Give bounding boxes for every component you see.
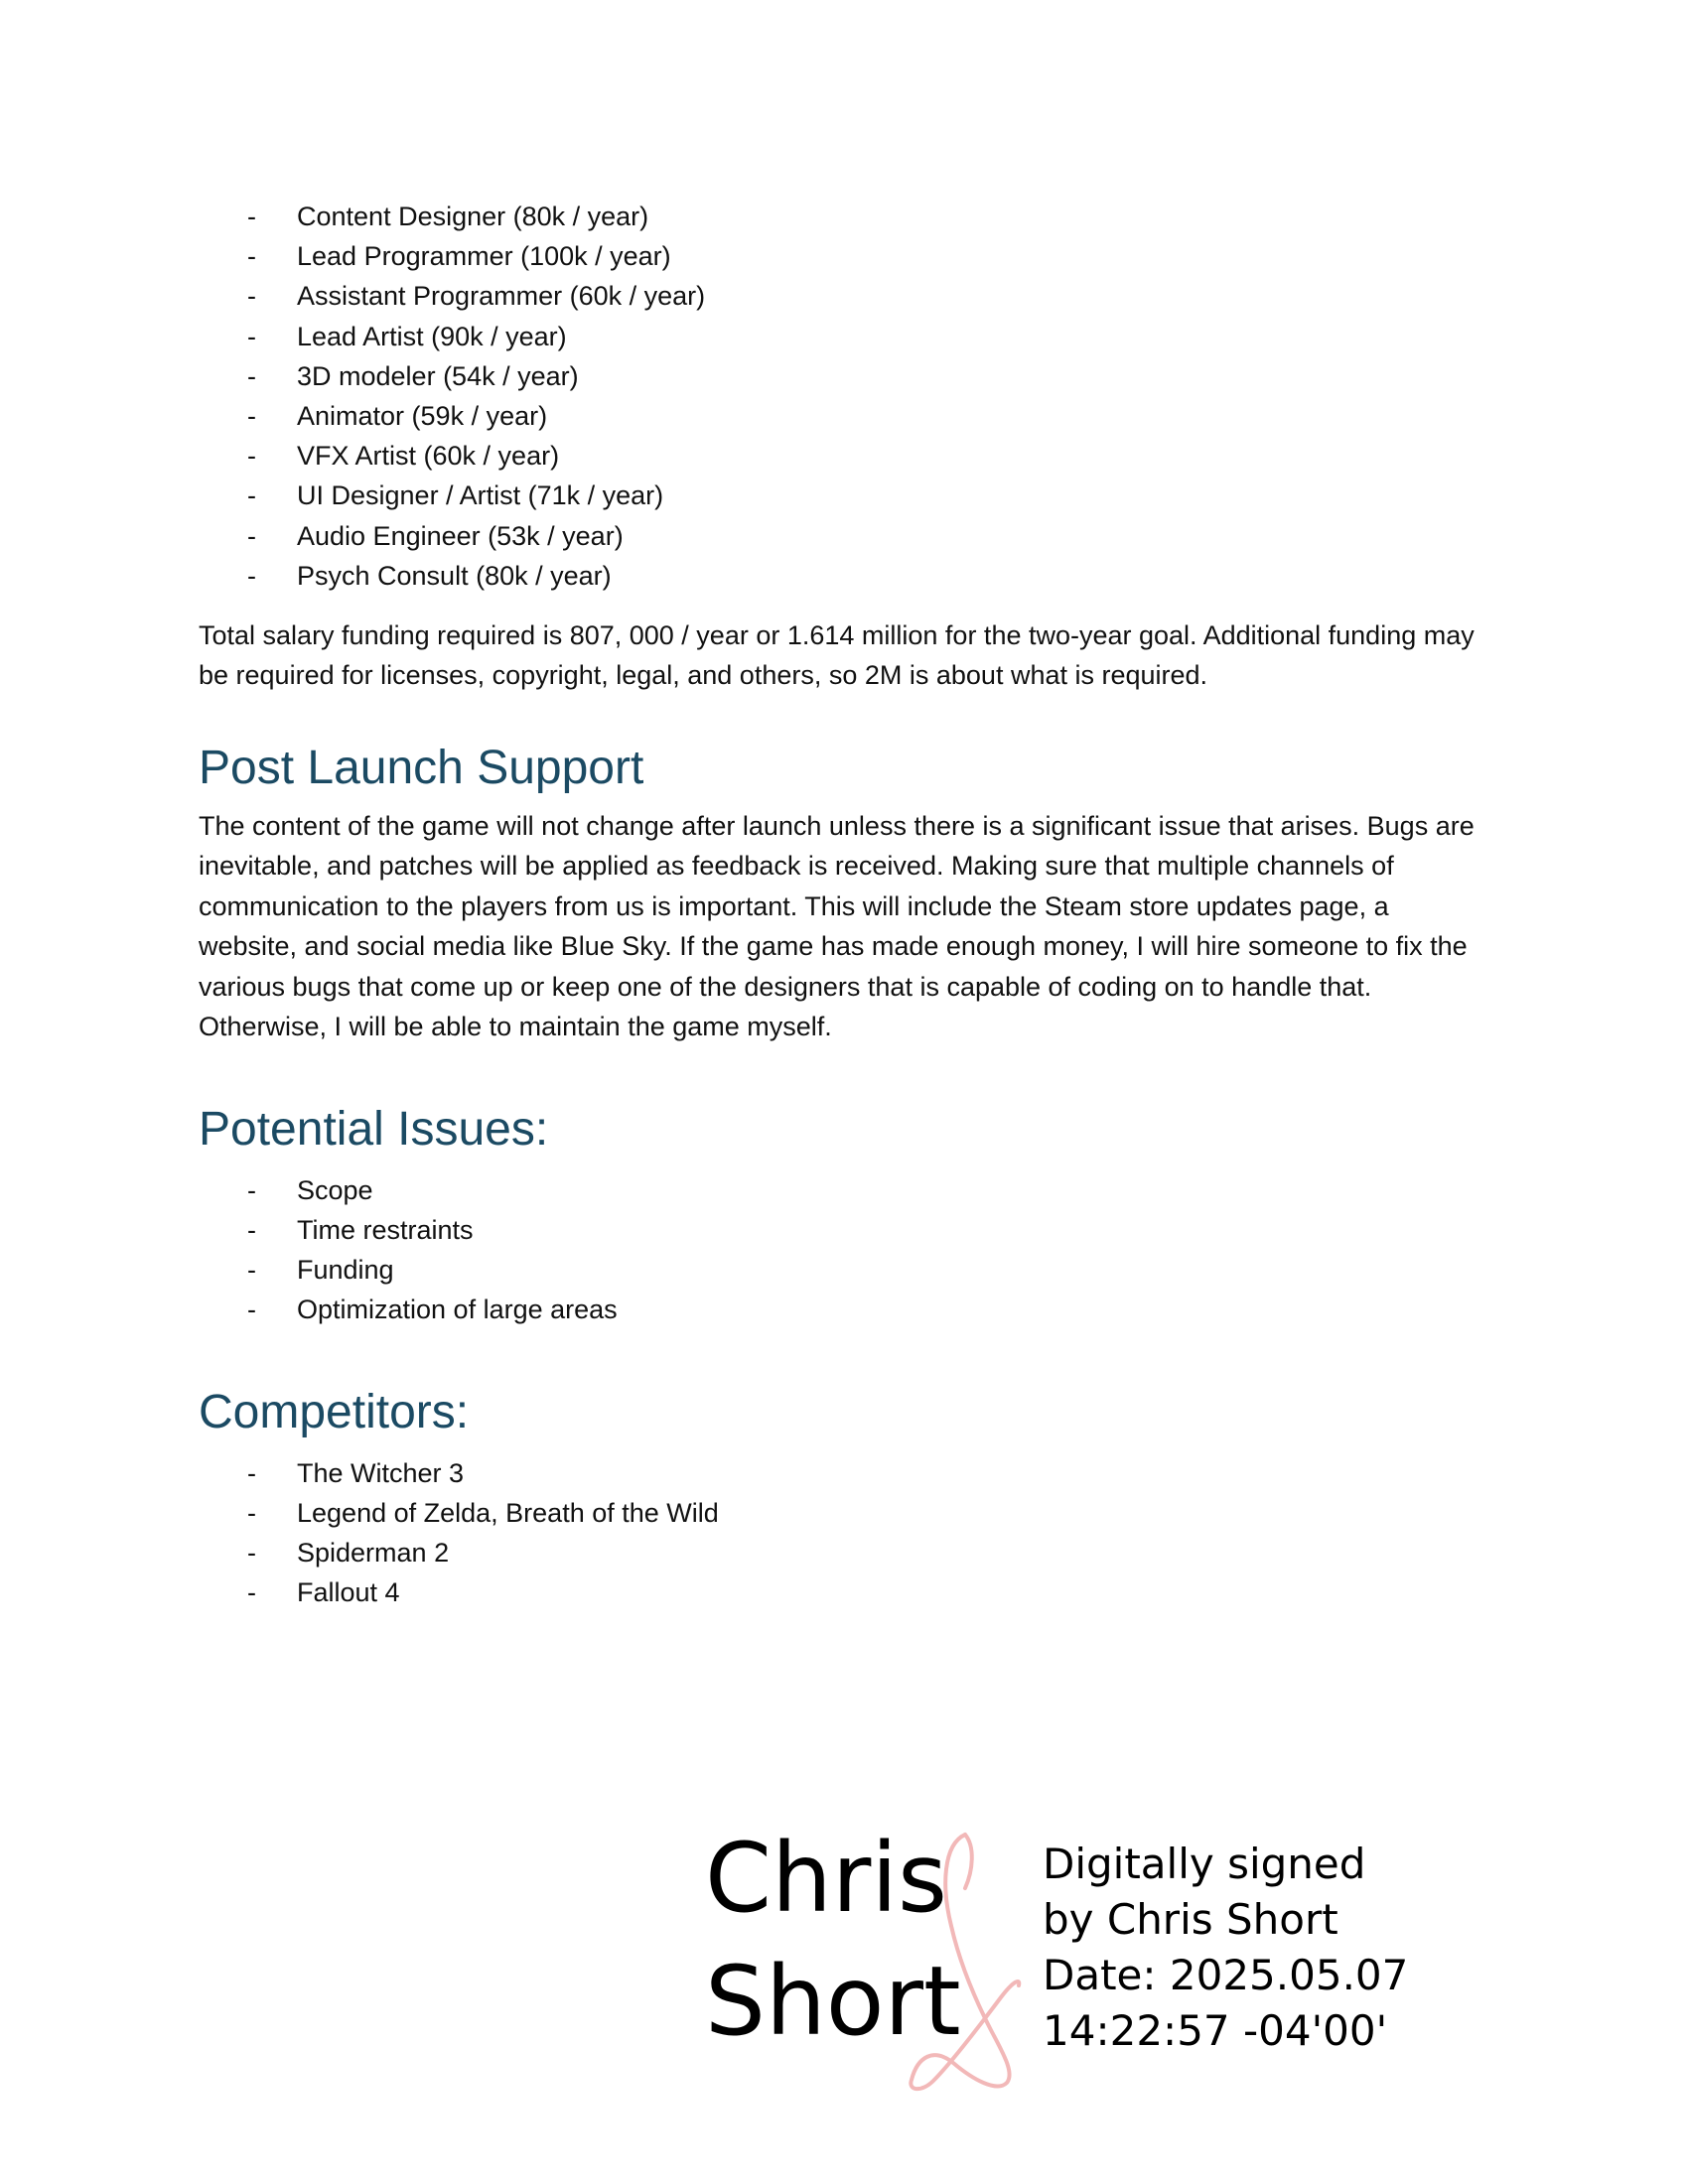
potential-issues-list — [199, 1170, 1489, 1330]
list-item — [199, 436, 1489, 476]
list-item — [199, 1250, 1489, 1290]
list-marker: - — [247, 520, 256, 551]
list-item-text: Legend of Zelda, Breath of the Wild — [297, 1497, 719, 1528]
list-marker: - — [247, 1538, 256, 1568]
list-marker: - — [247, 321, 256, 351]
list-item — [199, 1493, 1489, 1533]
list-marker: - — [247, 1174, 256, 1205]
signature-detail-line: Digitally signed — [1043, 1840, 1366, 1888]
digital-signature[interactable] — [705, 1817, 1409, 2095]
list-item — [199, 516, 1489, 556]
signature-detail-line: by Chris Short — [1043, 1895, 1338, 1944]
signature-details — [1043, 1837, 1408, 2059]
list-item — [199, 1533, 1489, 1572]
list-marker: - — [247, 1457, 256, 1488]
list-item — [199, 1210, 1489, 1250]
list-item-text: Assistant Programmer (60k / year) — [297, 281, 706, 312]
list-item-text: UI Designer / Artist (71k / year) — [297, 480, 664, 511]
list-item-text: Fallout 4 — [297, 1577, 400, 1608]
list-item — [199, 1290, 1489, 1329]
list-marker: - — [247, 480, 256, 511]
list-item-text: Lead Artist (90k / year) — [297, 321, 567, 351]
competitors-heading: Competitors: — [199, 1385, 470, 1438]
signature-time-line: 14:22:57 -04'00' — [1043, 2006, 1388, 2055]
list-item-text: Audio Engineer (53k / year) — [297, 520, 624, 551]
signer-last-name: Short — [705, 1946, 961, 2057]
list-item — [199, 556, 1489, 596]
list-item-text: VFX Artist (60k / year) — [297, 441, 560, 472]
list-item — [199, 317, 1489, 356]
post-launch-heading: Post Launch Support — [199, 741, 644, 794]
list-item-text: Spiderman 2 — [297, 1538, 450, 1568]
list-marker: - — [247, 241, 256, 272]
list-item — [199, 276, 1489, 316]
list-item-text: Lead Programmer (100k / year) — [297, 241, 671, 272]
list-marker: - — [247, 1497, 256, 1528]
list-item-text: 3D modeler (54k / year) — [297, 360, 579, 391]
list-item — [199, 356, 1489, 396]
list-marker: - — [247, 360, 256, 391]
potential-issues-heading: Potential Issues: — [199, 1102, 549, 1156]
list-marker: - — [247, 1255, 256, 1286]
list-marker: - — [247, 441, 256, 472]
signature-mark-icon — [904, 1827, 1023, 2095]
list-item-text: The Witcher 3 — [297, 1457, 465, 1488]
list-item — [199, 1170, 1489, 1210]
list-item-text: Scope — [297, 1174, 373, 1205]
list-marker: - — [247, 1577, 256, 1608]
list-marker: - — [247, 560, 256, 591]
post-launch-paragraph: The content of the game will not change after launch unless there is a significant issue that arises. Bugs are inevitable, and patches will be applied as feedback is received. Making sure that multiple channels of communication to the players from us is important. This will include the Steam store updates page, a website, and social media like Blue Sky. If the game has made enough money, I will hire someone to fix the various bugs that come up or keep one of the designers that is capable of coding on to handle that. Otherwise, I will be able to maintain the game myself. — [199, 810, 1475, 1042]
list-item — [199, 1453, 1489, 1493]
list-item — [199, 1572, 1489, 1612]
list-marker: - — [247, 281, 256, 312]
list-marker: - — [247, 1215, 256, 1246]
list-marker: - — [247, 1295, 256, 1325]
list-item-text: Time restraints — [297, 1215, 474, 1246]
list-item-text: Optimization of large areas — [297, 1295, 618, 1325]
salary-list — [199, 197, 1489, 596]
competitors-list — [199, 1453, 1489, 1613]
signature-date-line: Date: 2025.05.07 — [1043, 1951, 1409, 1999]
list-marker: - — [247, 202, 256, 231]
list-item-text: Psych Consult (80k / year) — [297, 560, 612, 591]
document-content — [199, 197, 1489, 1612]
list-item-text: Content Designer (80k / year) — [297, 202, 649, 231]
list-item — [199, 476, 1489, 515]
list-item-text: Funding — [297, 1255, 394, 1286]
list-marker: - — [247, 400, 256, 431]
list-item-text: Animator (59k / year) — [297, 400, 548, 431]
signer-first-name: Chris — [705, 1823, 948, 1934]
salary-total-paragraph: Total salary funding required is 807, 000 / year or 1.614 million for the two-year goal. Additional funding may be required for licenses, copyright, legal, and others, so 2M is about what is required. — [199, 619, 1475, 691]
list-item — [199, 396, 1489, 436]
list-item — [199, 197, 1489, 236]
list-item — [199, 236, 1489, 276]
